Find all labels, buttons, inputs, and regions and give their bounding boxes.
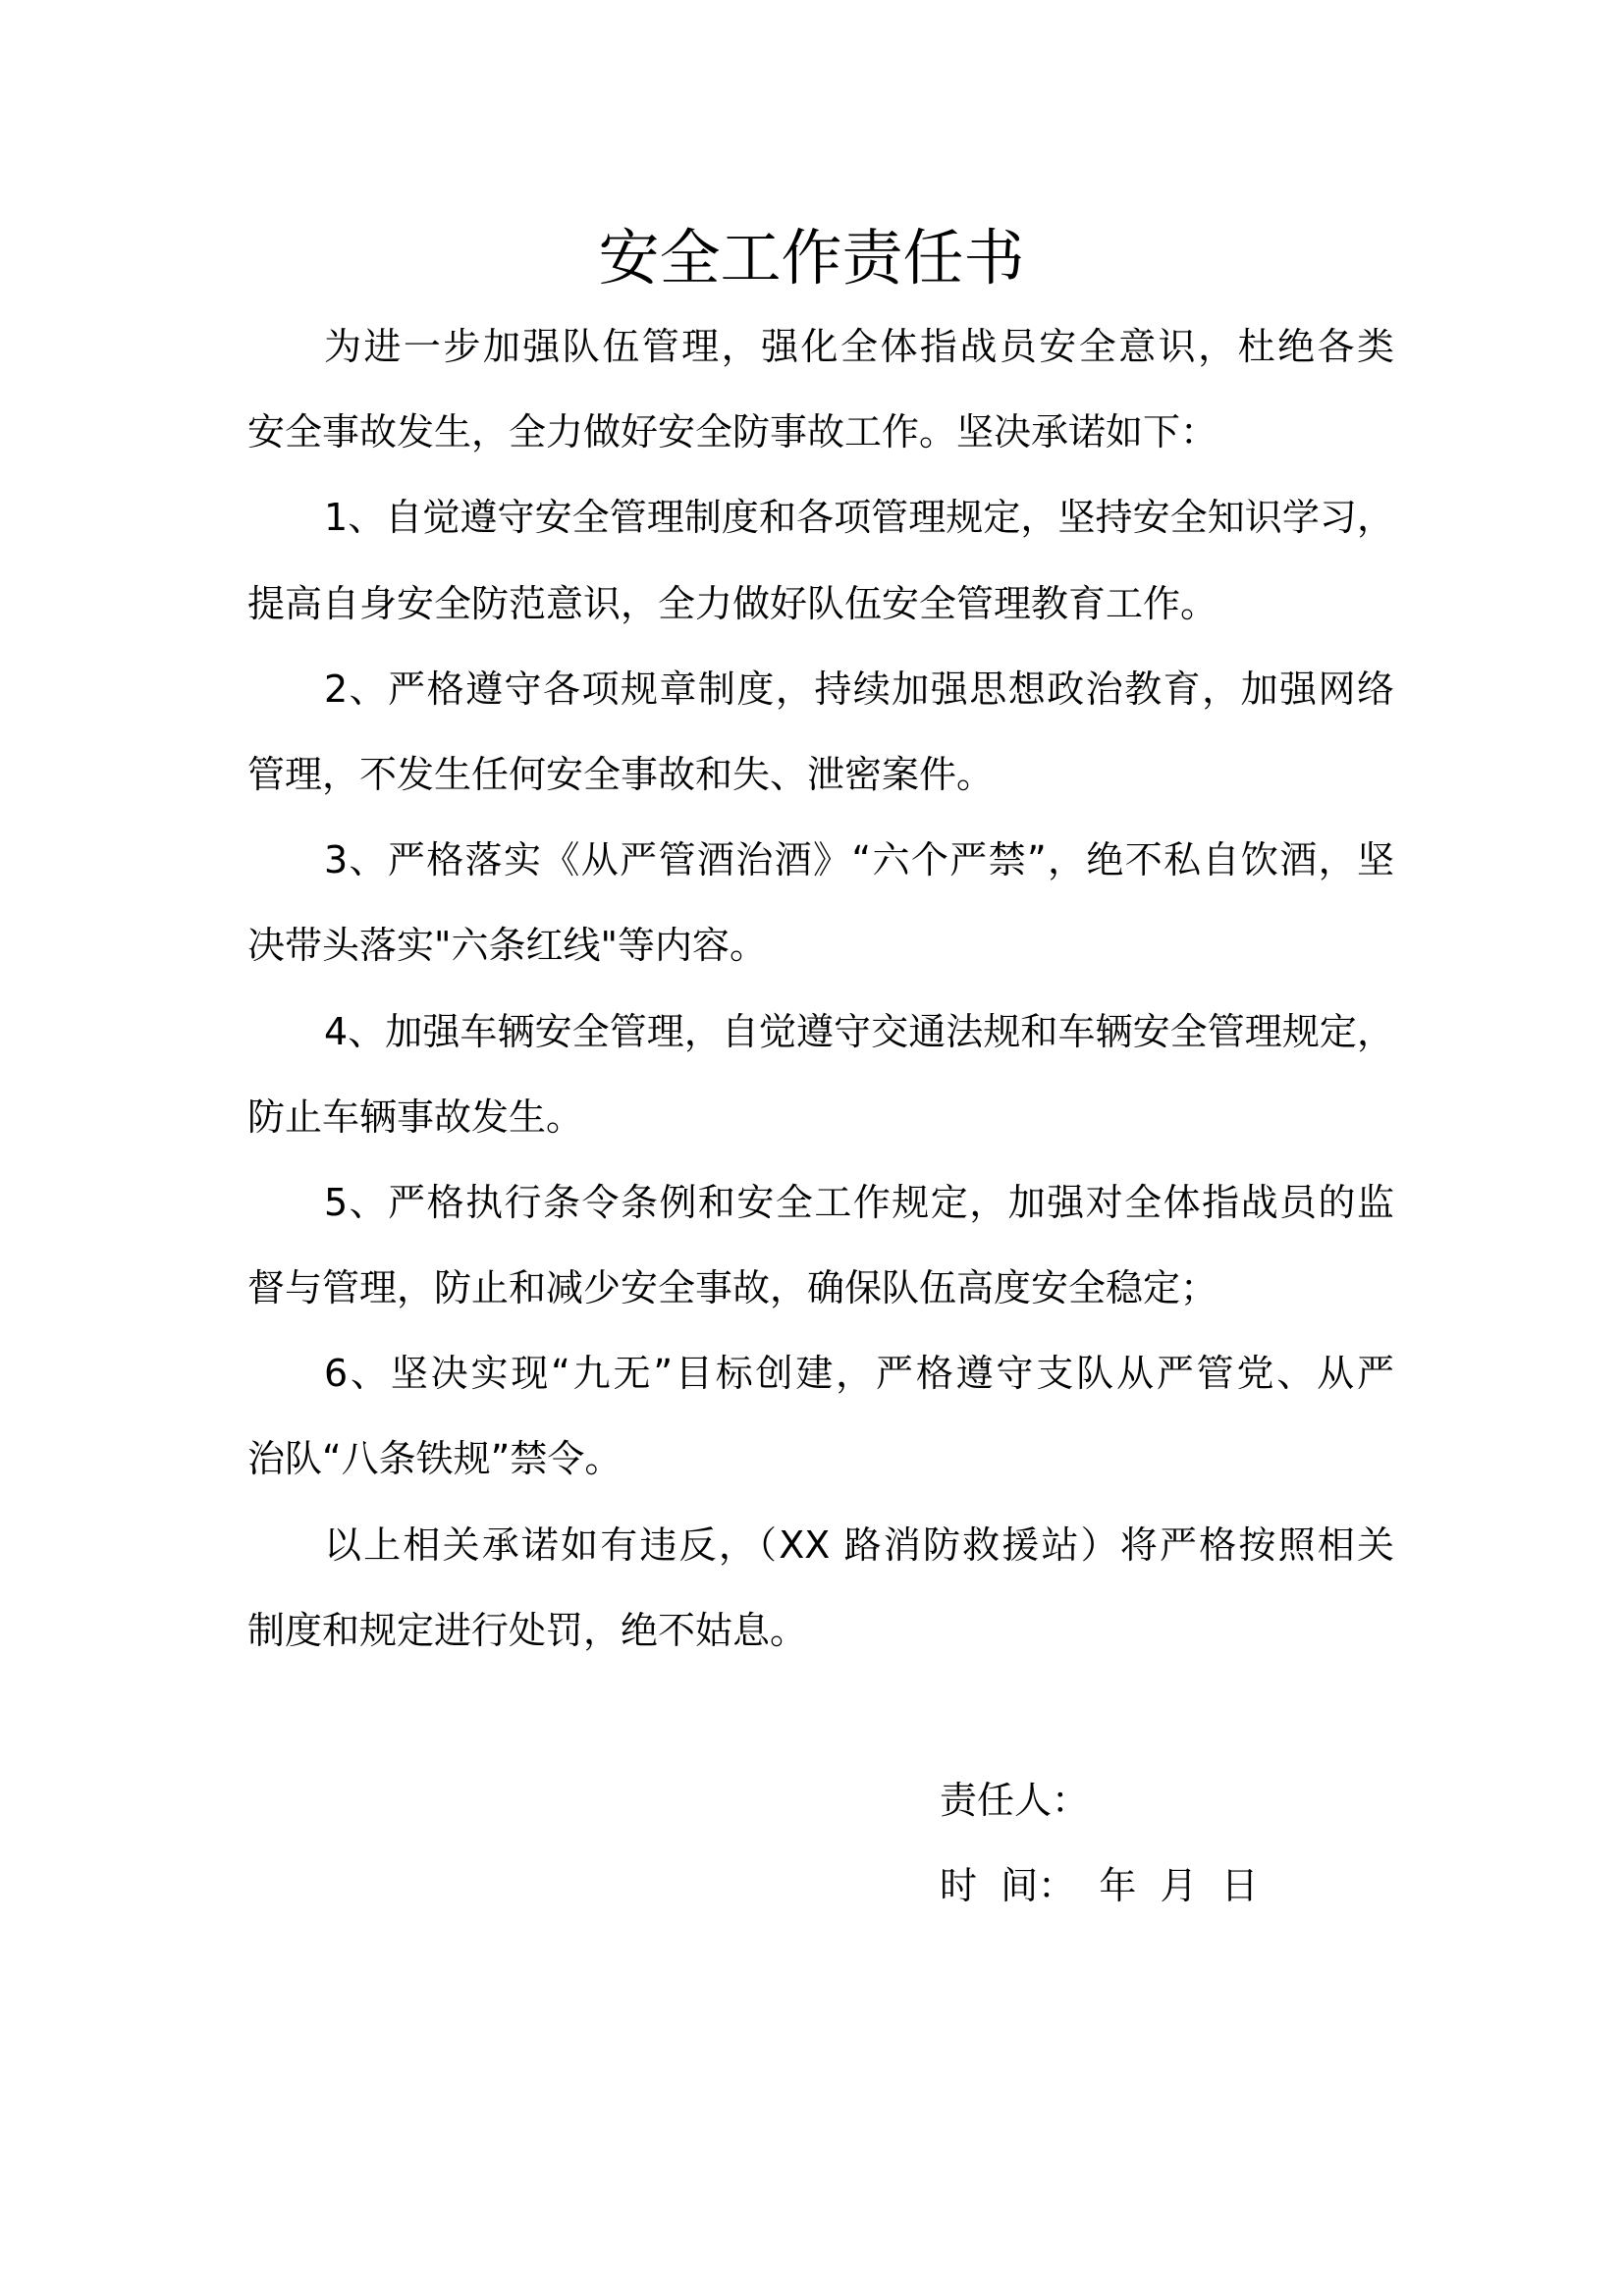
text-line: 3、严格落实《从严管酒治酒》“六个严禁”，绝不私自饮酒，坚 [324,838,1394,882]
text-line: 制度和规定进行处罚，绝不姑息。 [247,1608,808,1652]
text-line: 治队“八条铁规”禁令。 [247,1437,622,1481]
text-line: 以上相关承诺如有违反，（XX 路消防救援站）将严格按照相关 [324,1522,1394,1567]
text-line: 管理，不发生任何安全事故和失、泄密案件。 [247,752,995,796]
text-line: 督与管理，防止和减少安全事故，确保队伍高度安全稳定； [247,1266,1218,1310]
paragraph-3 [247,647,1394,818]
text-line: 防止车辆事故发生。 [247,1095,584,1139]
responsible-person-label: 责任人： [940,1779,1090,1822]
paragraph-8 [247,1503,1394,1674]
paragraph-5 [247,989,1394,1160]
text-line: 1、自觉遵守安全管理制度和各项管理规定，坚持安全知识学习， [324,496,1394,540]
text-line: 为进一步加强队伍管理，强化全体指战员安全意识，杜绝各类 [324,325,1394,368]
text-line: 提高自身安全防范意识，全力做好队伍安全管理教育工作。 [247,581,1218,625]
text-line: 决带头落实"六条红线"等内容。 [247,924,767,968]
text-line: 安全事故发生，全力做好安全防事故工作。坚决承诺如下： [247,410,1218,454]
date-label: 时 间： 年 月 日 [940,1864,1259,1907]
text-line: 6、坚决实现“九无”目标创建，严格遵守支队从严管党、从严 [324,1352,1394,1396]
document-title: 安全工作责任书 [598,222,1025,294]
text-line: 4、加强车辆安全管理，自觉遵守交通法规和车辆安全管理规定， [324,1009,1394,1053]
paragraph-1 [247,304,1394,475]
paragraph-6 [247,1160,1394,1331]
paragraph-2 [247,475,1394,646]
text-line: 2、严格遵守各项规章制度，持续加强思想政治教育，加强网络 [324,667,1394,711]
text-line: 5、严格执行条令条例和安全工作规定，加强对全体指战员的监 [324,1180,1394,1224]
paragraph-4 [247,818,1394,988]
paragraph-7 [247,1331,1394,1502]
document-body [247,304,1394,1674]
